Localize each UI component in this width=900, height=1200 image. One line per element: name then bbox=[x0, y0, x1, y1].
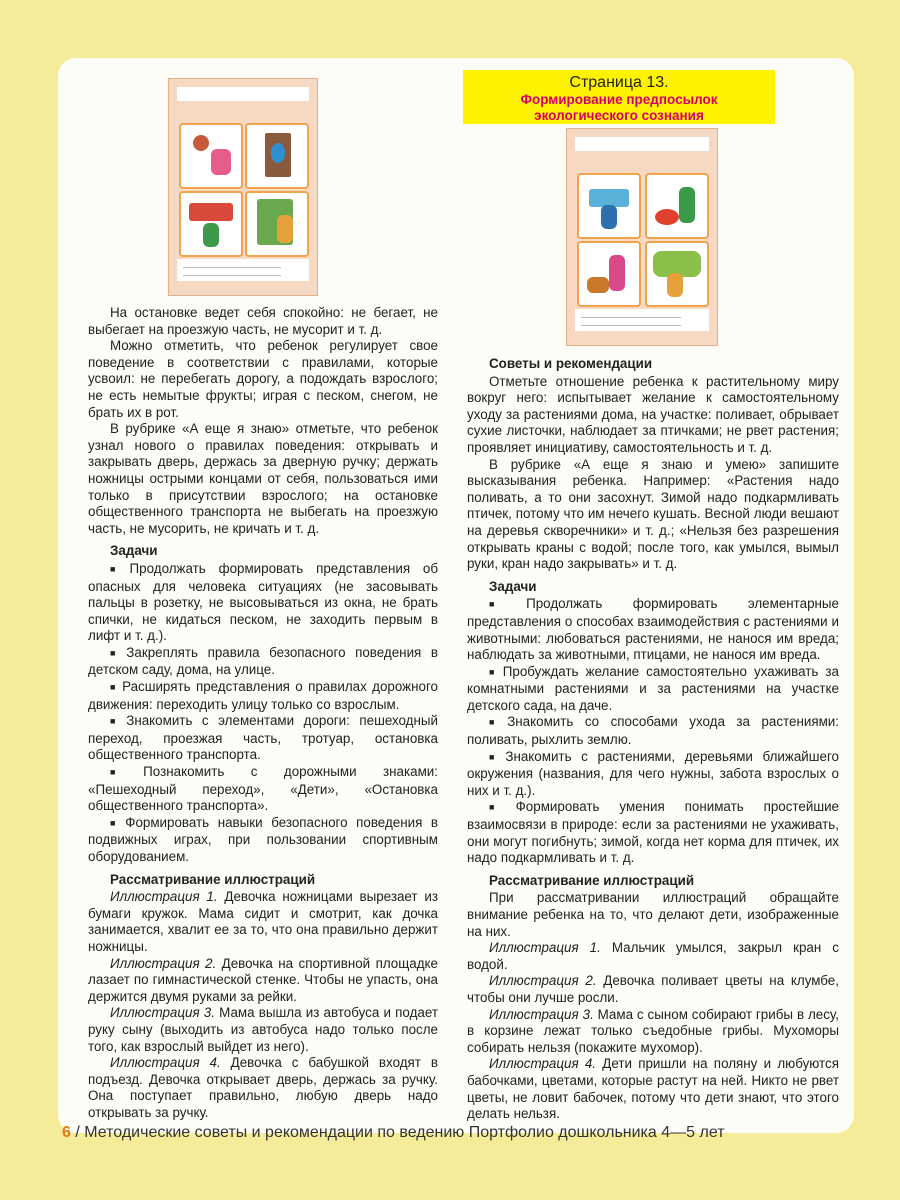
illustration-item bbox=[467, 973, 839, 1006]
illustration-text: Мальчик умылся, закрыл кран с водой. bbox=[467, 940, 839, 972]
illustration-label: Иллюстрация 2. bbox=[110, 955, 217, 971]
task-item: ■ Познакомить с дорожными знаками: «Пешеходный переход», «Дети», «Остановка общественного транспорта». bbox=[88, 764, 438, 815]
illustration-text: Мама с сыном собирают грибы в лесу, в корзине лежат только съедобные грибы. Мухоморы собирать нельзя (покажите мухомор). bbox=[467, 1006, 839, 1055]
illustration-item bbox=[467, 1056, 839, 1122]
page-footer bbox=[62, 1124, 725, 1142]
task-item: ■ Знакомить с элементами дороги: пешеходный переход, проезжая часть, тротуар, остановка общественного транспорта. bbox=[88, 713, 438, 764]
task-item: ■ Формировать умения понимать простейшие взаимосвязи в природе: если за растениями не ухаживать, они могут погибнуть; зимой, когда нет корма для птичек, их надо подкармливать и т. д. bbox=[467, 799, 839, 866]
task-item: ■ Закреплять правила безопасного поведения в детском саду, дома, на улице. bbox=[88, 645, 438, 679]
task-item: ■ Расширять представления о правилах дорожного движения: переходить улицу только со взрослым. bbox=[88, 679, 438, 713]
illustration-text: Мама вышла из автобуса и подает руку сыну (выходить из автобуса надо только после того, как взрослый выйдет из него). bbox=[88, 1005, 438, 1054]
advice-heading: Советы и рекомендации bbox=[489, 356, 653, 371]
illustration-text: Девочка ножницами вырезает из бумаги кружок. Мама сидит и смотрит, как дочка занимается, хвалит ее за то, что она правильно держит ножницы. bbox=[88, 889, 438, 954]
section-title-line1: Формирование предпосылок bbox=[520, 92, 718, 107]
paragraph: На остановке ведет себя спокойно: не бегает, не выбегает на проезжую часть, не мусорит и т. д. bbox=[88, 305, 438, 337]
paragraph: Можно отметить, что ребенок регулирует свое поведение в соответствии с правилами, которые усвоил: не перебегать дорогу, а подождать взрослого; не есть немытые фрукты; играя с песком, снегом, не брать их в рот. bbox=[88, 338, 438, 420]
illustration-item bbox=[467, 1007, 839, 1057]
illustrations-intro: При рассматривании иллюстраций обращайте внимание ребенка на то, что делают дети, изображенные на них. bbox=[467, 890, 839, 939]
illustration-label: Иллюстрация 2. bbox=[489, 973, 597, 989]
page-number: 6 bbox=[62, 1124, 71, 1141]
section-title-line2: экологического сознания bbox=[534, 108, 704, 123]
footer-title: Методические советы и рекомендации по ведению Портфолио дошкольника 4—5 лет bbox=[84, 1124, 725, 1141]
illustrations-heading: Рассматривание иллюстраций bbox=[489, 872, 695, 888]
portfolio-page-thumbnail-left bbox=[168, 78, 318, 296]
footer-separator: / bbox=[75, 1124, 80, 1141]
illustration-label: Иллюстрация 1. bbox=[489, 940, 601, 956]
illustration-text: Дети пришли на поляну и любуются бабочками, цветами, которые растут на ней. Никто не рвет цветы, не ловит бабочек, потому что дети знают, что этого делать нельзя. bbox=[467, 1056, 839, 1122]
illustrations-heading: Рассматривание иллюстраций bbox=[110, 871, 316, 887]
illustration-text: Девочка с бабушкой входят в подъезд. Девочка открывает дверь, держась за ручку. Она поступает правильно, любую дверь надо открывать за ручку. bbox=[88, 1055, 438, 1120]
tasks-heading: Задачи bbox=[110, 543, 158, 559]
paragraph: В рубрике «А еще я знаю» отметьте, что ребенок узнал нового о правилах поведения: открывать и закрывать дверь, держась за дверную ручку; держать ножницы острыми концами от себя, пользоваться ими только в присутствии взрослого; на остановке общественного транспорта не выбегать на проезжую часть, не мусорить, не кричать и т. д. bbox=[88, 421, 438, 536]
illustration-item bbox=[88, 956, 438, 1006]
illustration-label: Иллюстрация 4. bbox=[489, 1056, 597, 1072]
illustration-item bbox=[88, 1055, 438, 1121]
illustration-label: Иллюстрация 3. bbox=[110, 1005, 215, 1021]
illustration-text: Девочка поливает цветы на клумбе, чтобы они лучше росли. bbox=[467, 973, 839, 1005]
illustration-item bbox=[467, 940, 839, 973]
illustration-label: Иллюстрация 3. bbox=[489, 1006, 594, 1022]
paragraph: В рубрике «А еще я знаю и умею» запишите высказывания ребенка. Например: «Растения надо поливать, а то они засохнут. Зимой надо подкармливать птичек, потому что им нечего кушать. Весной люди вешают на деревья скворечники» и т. д.; «Нельзя без разрешения открывать краны с водой; после того, как умылся, вымыл руки, кран надо закрывать» и т. д. bbox=[467, 456, 839, 572]
task-item: ■ Продолжать формировать элементарные представления о способах взаимодействия с растениями и животными: любоваться растениями, не нанося им вреда; наблюдать за животными, птицами, не нанося им вреда. bbox=[467, 596, 839, 663]
section-header-box bbox=[463, 70, 775, 124]
left-column bbox=[88, 305, 438, 1122]
illustration-item bbox=[88, 1005, 438, 1055]
portfolio-page-thumbnail-right bbox=[566, 128, 718, 346]
illustration-text: Девочка на спортивной площадке лазает по гимнастической стенке. Чтобы не упасть, она держится двумя руками за рейки. bbox=[88, 955, 438, 1004]
task-item: ■ Пробуждать желание самостоятельно ухаживать за комнатными растениями и за растениями на участке детского сада, на даче. bbox=[467, 664, 839, 715]
right-column bbox=[467, 350, 839, 1123]
task-item: ■ Формировать навыки безопасного поведения в подвижных играх, при пользовании спортивным оборудованием. bbox=[88, 815, 438, 866]
illustration-label: Иллюстрация 4. bbox=[110, 1055, 221, 1071]
paragraph: Отметьте отношение ребенка к растительному миру вокруг него: испытывает желание к самостоятельному уходу за растениями дома, на участке: поливает, обрывает сухие листочки, наблюдает за птичками; не рвет растения; проявляет инициативу, самостоятельность и т. д. bbox=[467, 373, 839, 455]
task-item: ■ Знакомить со способами ухода за растениями: поливать, рыхлить землю. bbox=[467, 714, 839, 748]
page-label: Страница 13. bbox=[569, 74, 669, 91]
illustration-item bbox=[88, 889, 438, 955]
illustration-label: Иллюстрация 1. bbox=[110, 889, 218, 905]
task-item: ■ Продолжать формировать представления об опасных для человека ситуациях (не засовывать пальцы в розетку, не высовываться из окна, не брать спички, не кидаться песком, не заходить первым в лифт и т. д.). bbox=[88, 561, 438, 645]
task-item: ■ Знакомить с растениями, деревьями ближайшего окружения (названия, для чего нужны, забота взрослых о них и т. д.). bbox=[467, 749, 839, 800]
tasks-heading: Задачи bbox=[489, 578, 537, 594]
